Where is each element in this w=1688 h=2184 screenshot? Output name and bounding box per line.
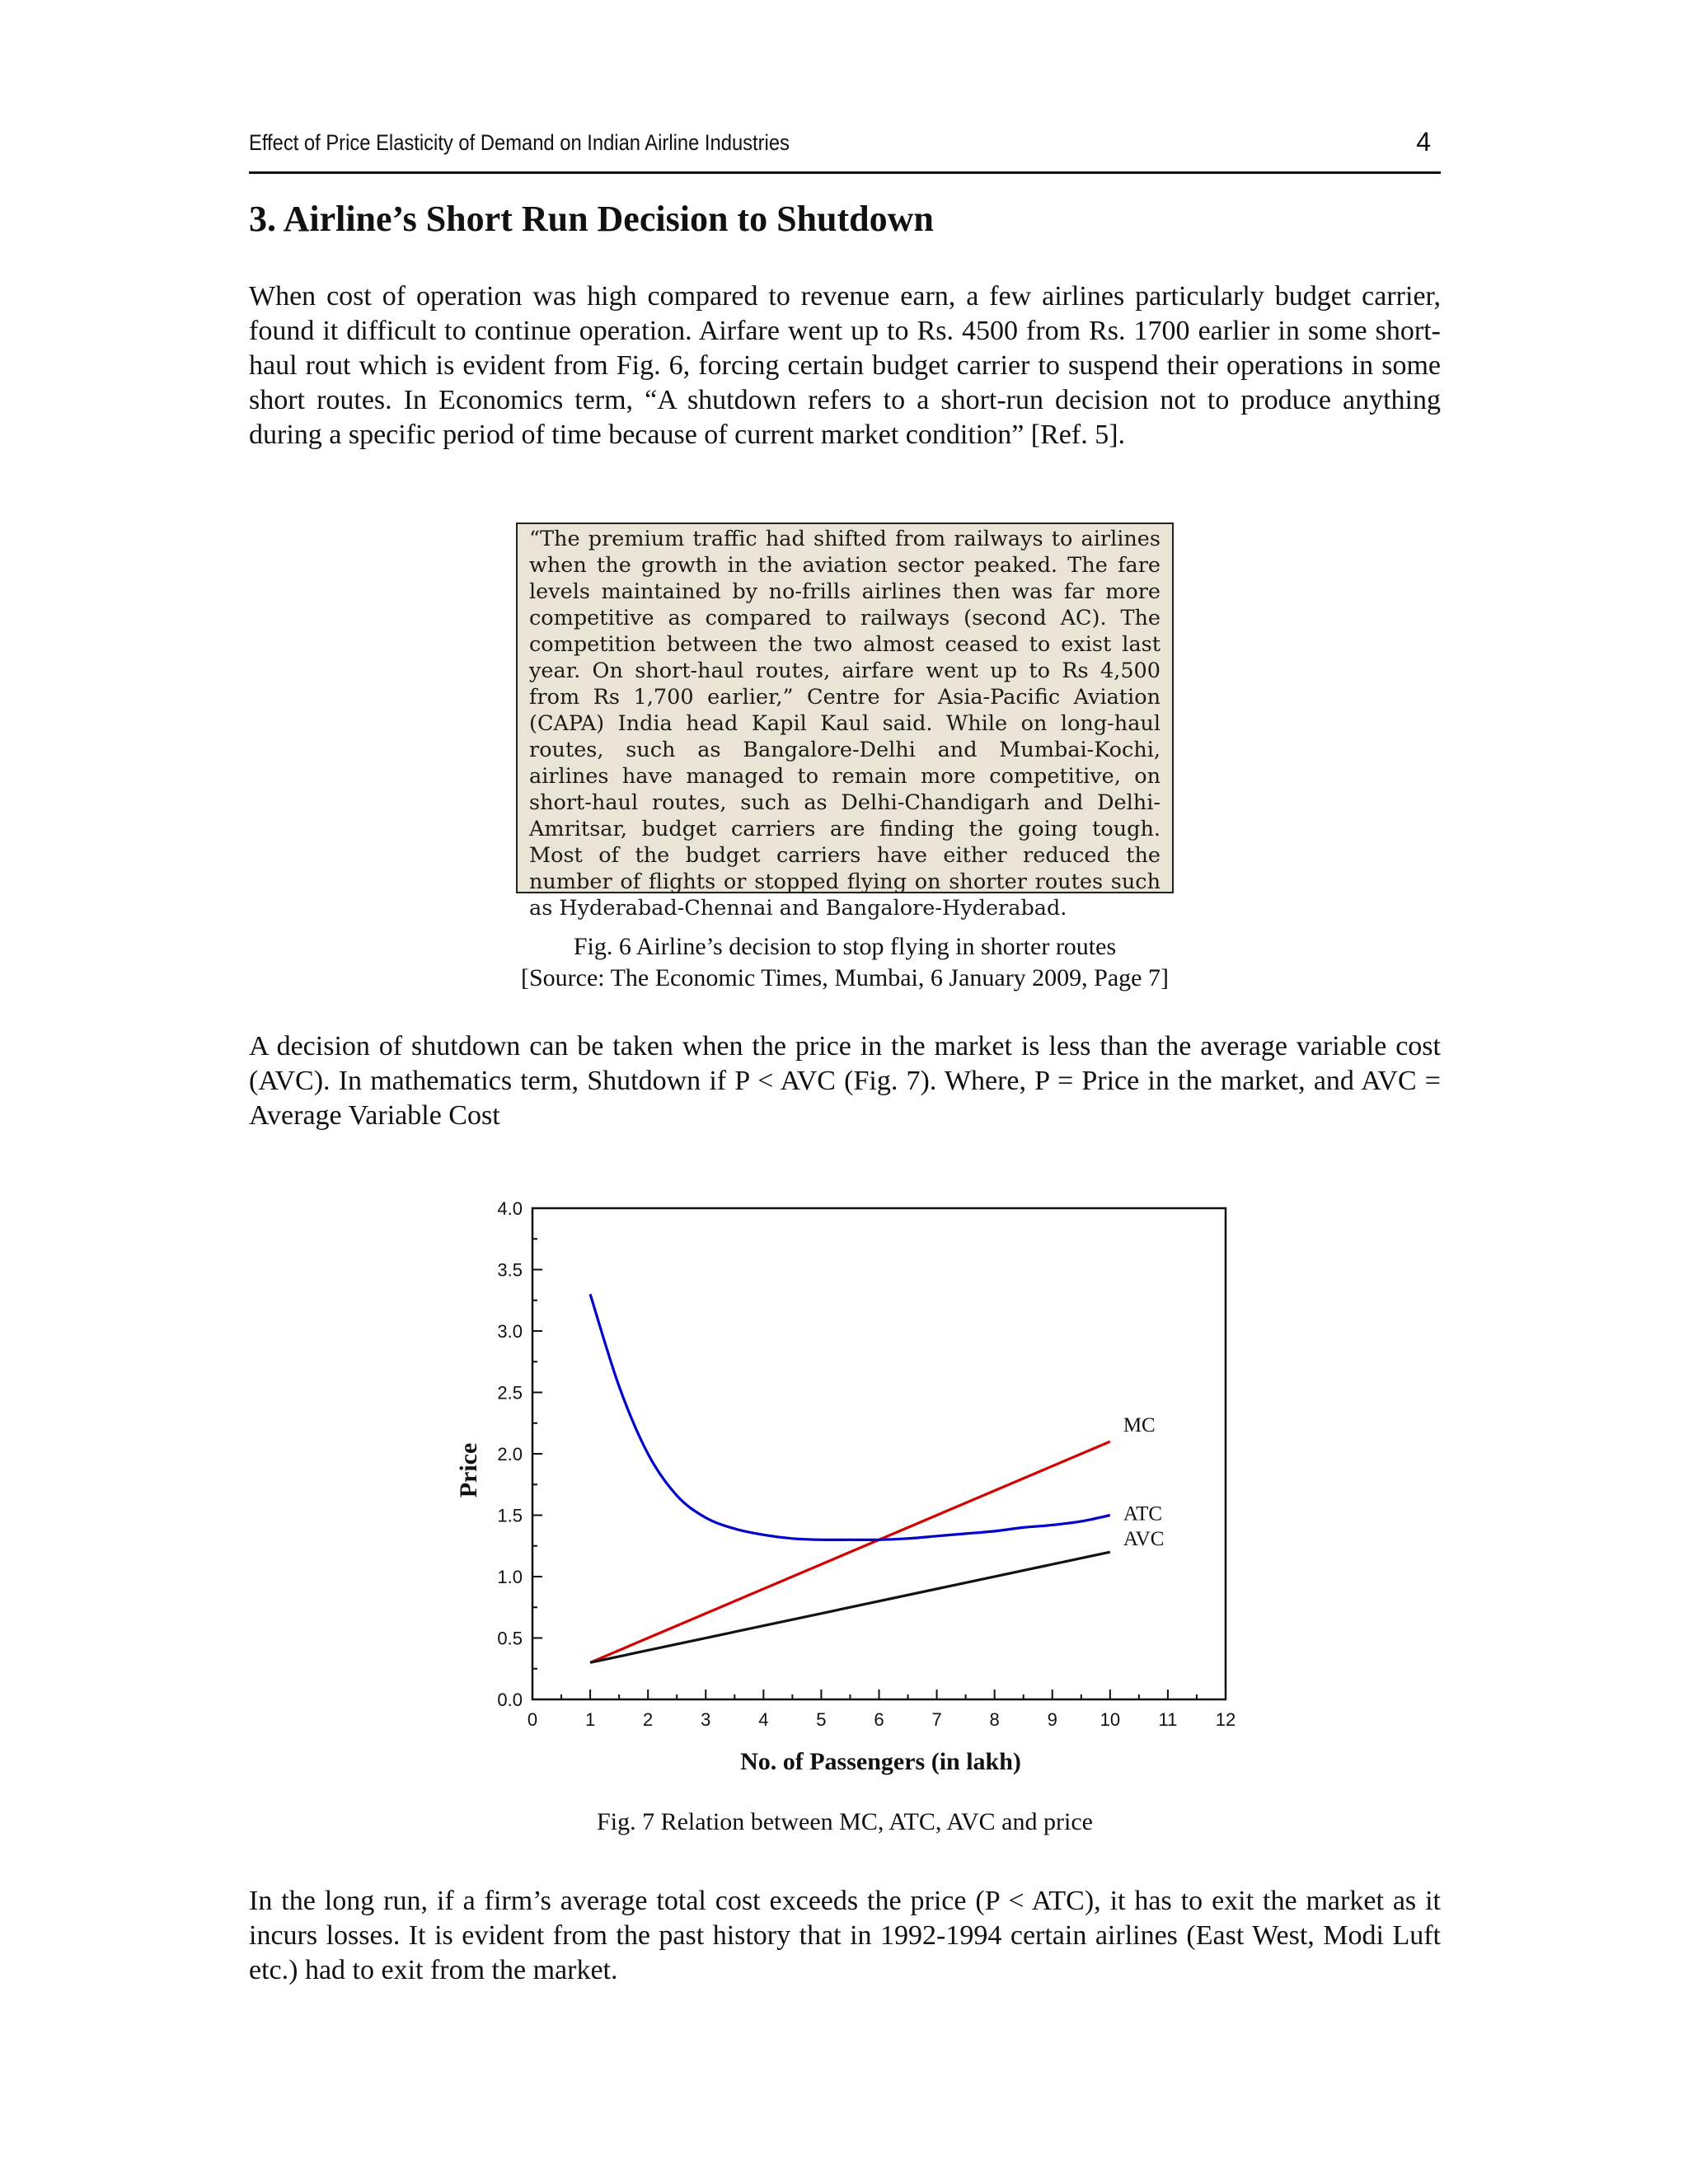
y-tick-label: 1.0 [497, 1567, 523, 1587]
x-tick-label: 9 [1047, 1709, 1057, 1730]
figure-6-caption-title: Fig. 6 Airline’s decision to stop flying in shorter routes [573, 933, 1117, 960]
series-label-avc: AVC [1123, 1528, 1165, 1551]
page-number: 4 [1416, 127, 1431, 157]
x-tick-label: 8 [989, 1709, 1000, 1730]
x-tick-label: 12 [1215, 1709, 1236, 1730]
x-tick-label: 10 [1100, 1709, 1121, 1730]
x-tick-label: 1 [584, 1709, 596, 1730]
x-tick-label: 0 [527, 1709, 538, 1730]
y-tick-label: 3.0 [497, 1321, 523, 1342]
x-tick-label: 3 [701, 1709, 711, 1730]
plot-frame [532, 1208, 1226, 1699]
y-tick-label: 0.0 [497, 1690, 523, 1710]
paragraph-shutdown-intro: When cost of operation was high compared to revenue earn, a few airlines particularly budget carrier, found it difficult to continue operation. Airfare went up to Rs. 4500 from Rs. 1700 earlier in some short-haul rout which is evident from Fig. 6, forcing certain budget carrier to suspend their operations in some short routes. In Economics term, “A shutdown refers to a short-run decision not to produce anything during a specific period of time because of current market condition” [Ref. 5]. [249, 281, 1441, 450]
running-title: Effect of Price Elasticity of Demand on Indian Airline Industries [249, 130, 790, 155]
x-tick-label: 7 [931, 1709, 942, 1730]
y-tick-label: 1.5 [497, 1505, 523, 1526]
x-tick-label: 5 [816, 1709, 827, 1730]
paragraph-long-run-exit: In the long run, if a firm’s average total cost exceeds the price (P < ATC), it has to exit the market as it incurs losses. It is evident from the past history that in 1992-1994 certain airlines (East West, Modi Luft etc.) had to exit from the market. [249, 1886, 1441, 1985]
series-line-mc [590, 1441, 1110, 1662]
series-line-atc [590, 1294, 1110, 1540]
section-heading: 3. Airline’s Short Run Decision to Shutdown [249, 199, 934, 239]
x-axis-title: No. of Passengers (in lakh) [740, 1748, 1021, 1775]
y-axis-title: Price [455, 1442, 482, 1498]
series-line-avc [590, 1552, 1110, 1662]
series-label-atc: ATC [1123, 1502, 1163, 1526]
series-label-mc: MC [1123, 1414, 1156, 1437]
paragraph-shutdown-rule: A decision of shutdown can be taken when the price in the market is less than the average variable cost (AVC). In mathematics term, Shutdown if P < AVC (Fig. 7). Where, P = Price in the market, and AVC = Average Variable Cost [249, 1031, 1441, 1131]
x-tick-label: 11 [1158, 1709, 1178, 1730]
newspaper-clipping-image: “The premium traffic had shifted from railways to airlines when the growth in the aviation sector peaked. The fare levels maintained by no-frills airlines then was far more competitive as compared to railways (second AC). The competition between the two almost ceased to exist last year. On short-haul routes, airfare went up to Rs 4,500 from Rs 1,700 earlier,” Centre for Asia-Pacific Aviation (CAPA) India head Kapil Kaul said. While on long-haul routes, such as Bangalore-Delhi and Mumbai-Kochi, airlines have managed to remain more competitive, on short-haul routes, such as Delhi-Chandigarh and Delhi-Amritsar, budget carriers are finding the going tough. Most of the budget carriers have either reduced the number of flights or stopped flying on shorter routes such as Hyderabad-Chennai and Bangalore-Hyderabad. [516, 523, 1174, 893]
y-tick-label: 4.0 [497, 1198, 523, 1219]
figure-6-caption-source: [Source: The Economic Times, Mumbai, 6 January 2009, Page 7] [520, 964, 1169, 991]
y-tick-label: 3.5 [497, 1259, 523, 1281]
y-tick-label: 2.5 [497, 1382, 523, 1404]
x-tick-label: 6 [874, 1709, 884, 1730]
x-tick-label: 2 [643, 1709, 654, 1730]
y-tick-label: 2.0 [497, 1444, 523, 1465]
x-tick-label: 4 [758, 1709, 769, 1730]
figure-7-caption: Fig. 7 Relation between MC, ATC, AVC and price [597, 1808, 1093, 1835]
y-tick-label: 0.5 [497, 1628, 523, 1649]
